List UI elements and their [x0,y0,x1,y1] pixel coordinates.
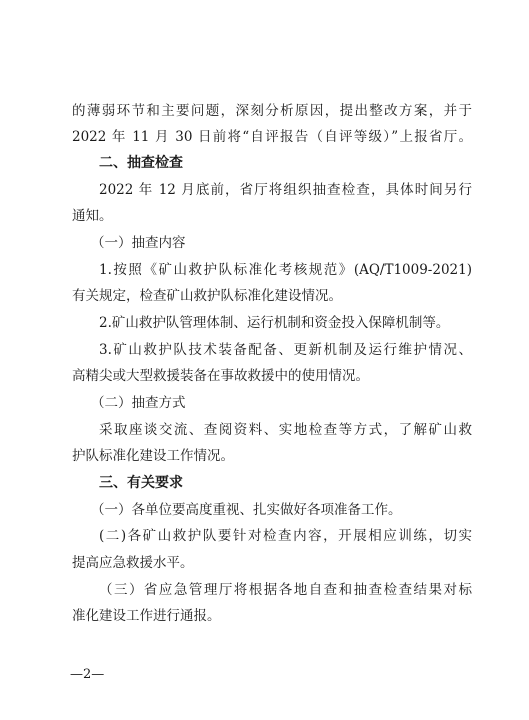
body-text-line: 有关规定，检查矿山救护队标准化建设情况。 [72,288,342,304]
body-text-line: 的薄弱环节和主要问题，深刻分析原因，提出整改方案，并于 [72,103,472,119]
body-text-line: 准化建设工作进行通报。 [72,608,221,624]
body-text-line: 采取座谈交流、查阅资料、实地检查等方式，了解矿山救 [99,422,472,438]
body-text-line: （三）省应急管理厅将根据各地自查和抽查检查结果对标 [99,582,472,598]
body-text-line: (二)各矿山救护队要针对检查内容，开展相应训练，切实 [99,528,472,544]
body-text-line: 提高应急救援水平。 [72,555,194,571]
subheading-check-content: （一）抽查内容 [91,235,186,251]
body-text-line: 高精尖或大型救援装备在事故救援中的使用情况。 [72,368,369,384]
body-text-line: 护队标准化建设工作情况。 [72,448,234,464]
body-text-line: 通知。 [72,208,113,224]
body-text-line: 2022 年 12 月底前，省厅将组织抽查检查，具体时间另行 [99,182,472,198]
subheading-check-method: （二）抽查方式 [91,395,186,411]
body-text-line: 1.按照《矿山救护队标准化考核规范》(AQ/T1009-2021) [99,262,472,278]
page-number: —2— [70,667,105,682]
body-text-line: 3.矿山救护队技术装备配备、更新机制及运行维护情况、 [99,342,472,358]
section-heading-spot-check: 二、抽查检查 [99,155,183,171]
body-text-line: （一）各单位要高度重视、扎实做好各项准备工作。 [91,502,402,518]
body-text-line: 2022 年 11 月 30 日前将“自评报告（自评等级）”上报省厅。 [72,129,472,145]
body-text-line: 2.矿山救护队管理体制、运行机制和资金投入保障机制等。 [99,315,450,331]
section-heading-requirements: 三、有关要求 [99,475,183,491]
